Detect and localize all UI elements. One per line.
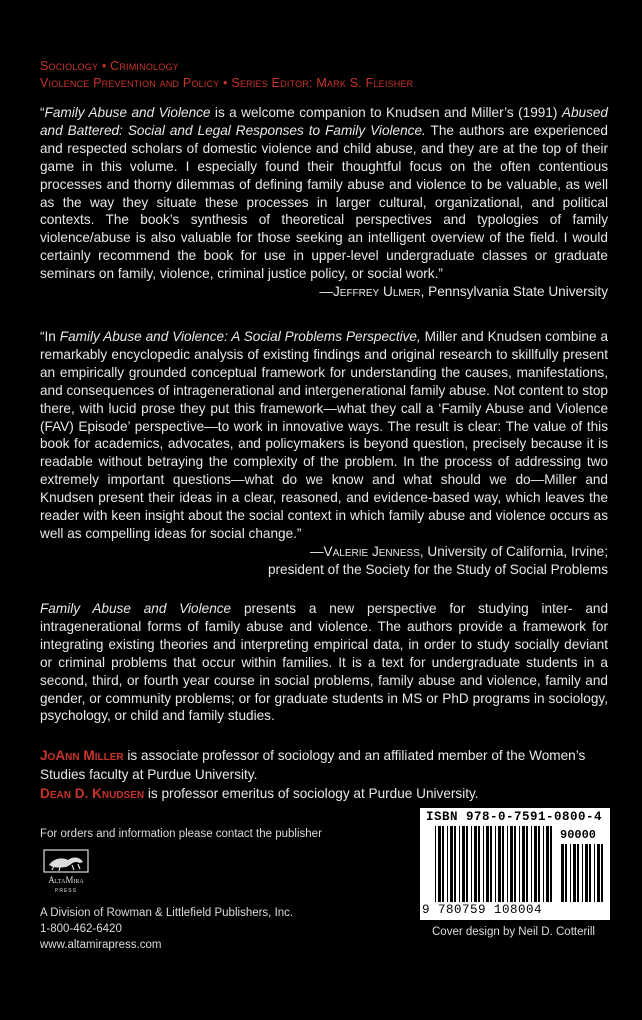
ean-barcode-icon	[434, 826, 554, 902]
author-bio	[40, 746, 608, 784]
book-title: Family Abuse and Violence	[40, 601, 232, 616]
quote-open: “	[40, 105, 45, 120]
publisher-info	[40, 826, 322, 953]
author-bios	[40, 746, 608, 803]
reviewer-title: president of the Society for the Study of Social Problems	[267, 561, 608, 577]
contact-line: For orders and information please contact the publisher	[40, 828, 322, 840]
price-code: 90000	[560, 828, 597, 842]
review-quote-1	[40, 104, 608, 301]
series-name: Violence Prevention and Policy	[40, 76, 220, 90]
quote-text: The authors are experienced and respected scholars of domestic violence and child abuse, and they are at the top of their game in this volume. I especially found their thoughtful focus on the often contentious processes and thorny dilemmas of defining family abuse and violence to be valuable, as well as the way they situate these processes in larger cultural, organizational, and political contexts. The book’s synthesis of theoretical perspectives and typologies of family violence/abuse is also valuable for those seeking an intelligent overview of the field. I would certainly recommend the book for use in upper-level undergraduate classes or graduate seminars on family, violence, criminal justice policy, or social work.”	[40, 122, 608, 282]
reviewer-affiliation: University of California, Irvine;	[423, 543, 608, 559]
book-title: Family Abuse and Violence: A Social Problems Perspective,	[59, 329, 421, 344]
svg-text:AltaMira: AltaMira	[48, 875, 84, 885]
quote-text: is a welcome companion to Knudsen and Miller’s (1991)	[210, 105, 562, 120]
category-line-2	[40, 75, 413, 92]
publisher-division: A Division of Rowman & Littlefield Publishers, Inc.	[40, 907, 294, 919]
publisher-website[interactable]: www.altamirapress.com	[40, 939, 162, 951]
cover-design-credit: Cover design by Neil D. Cotterill	[432, 926, 595, 938]
author-name: JoAnn Miller	[40, 748, 124, 763]
companion-book-title: Abused and Battered: Social and Legal Responses to Family Violence.	[40, 105, 608, 138]
author-bio-text: is associate professor of sociology and an affiliated member of the Women’s Studies faculty at Purdue University.	[40, 748, 586, 782]
quote-text: Miller and Knudsen combine a remarkably encyclopedic analysis of existing findings and original research to skillfully present an empirically grounded conceptual framework for understanding the causes, manifestations, and consequences of intragenerational and intergenerational family abuse. Not content to stop there, with lucid prose they put this framework—what they call a ‘Family Abuse and Violence (FAV) Episode’ perspective—to work in innovative ways. The result is clear: The value of this book for academics, advocates, and policymakers is beyond question, precisely because it is readable without betraying the complexity of the problem. In the process of addressing two extremely important questions—what do we know and what should we do—Miller and Knudsen present their ideas in a clear, reasoned, and evidence-based way, which leaves the reader with keen insight about the social context in which family abuse and violence occurs as well as compelling ideas for social change.”	[40, 329, 609, 541]
quote-attribution	[40, 283, 608, 301]
reviewer-name: —Valerie Jenness,	[309, 543, 424, 559]
category-criminology: Criminology	[110, 59, 179, 73]
svg-text:PRESS: PRESS	[55, 888, 77, 894]
category-sociology: Sociology	[40, 59, 99, 73]
ean-digits: 9 780759 108004	[422, 903, 543, 917]
series-editor: Series Editor: Mark S. Fleisher	[231, 76, 414, 90]
description-text: presents a new perspective for studying inter- and intragenerational forms of family abuse and violence. The authors provide a framework for integrating existing theories and interpreting empirical data, in order to study socially deviant or criminal problems that occur within families. It is a text for undergraduate students in a second, third, or fourth year course in social problems, family abuse and violence, family and gender, or community problems; or for graduate students in MS or PhD programs in sociology, psychology, or child and family studies.	[40, 601, 609, 724]
book-description	[40, 600, 608, 725]
author-name: Dean D. Knudsen	[40, 786, 145, 801]
isbn-number: ISBN 978-0-7591-0800-4	[426, 810, 603, 824]
bullet-separator: •	[101, 59, 107, 73]
reviewer-affiliation: Pennsylvania State University	[424, 284, 608, 300]
altamira-logo-icon	[40, 848, 96, 896]
category-line-1	[40, 58, 413, 75]
author-bio	[40, 784, 608, 803]
bullet-separator: •	[223, 76, 228, 90]
addon-barcode-icon	[560, 844, 606, 902]
isbn-barcode	[420, 808, 610, 920]
review-quote-2	[40, 328, 608, 579]
quote-attribution	[40, 543, 608, 561]
author-bio-text: is professor emeritus of sociology at Purdue University.	[144, 786, 479, 801]
series-categories	[40, 58, 413, 92]
quote-open: “In	[40, 329, 60, 344]
book-title: Family Abuse and Violence	[44, 105, 211, 120]
publisher-phone: 1-800-462-6420	[40, 923, 122, 935]
reviewer-name: —Jeffrey Ulmer,	[319, 284, 425, 300]
